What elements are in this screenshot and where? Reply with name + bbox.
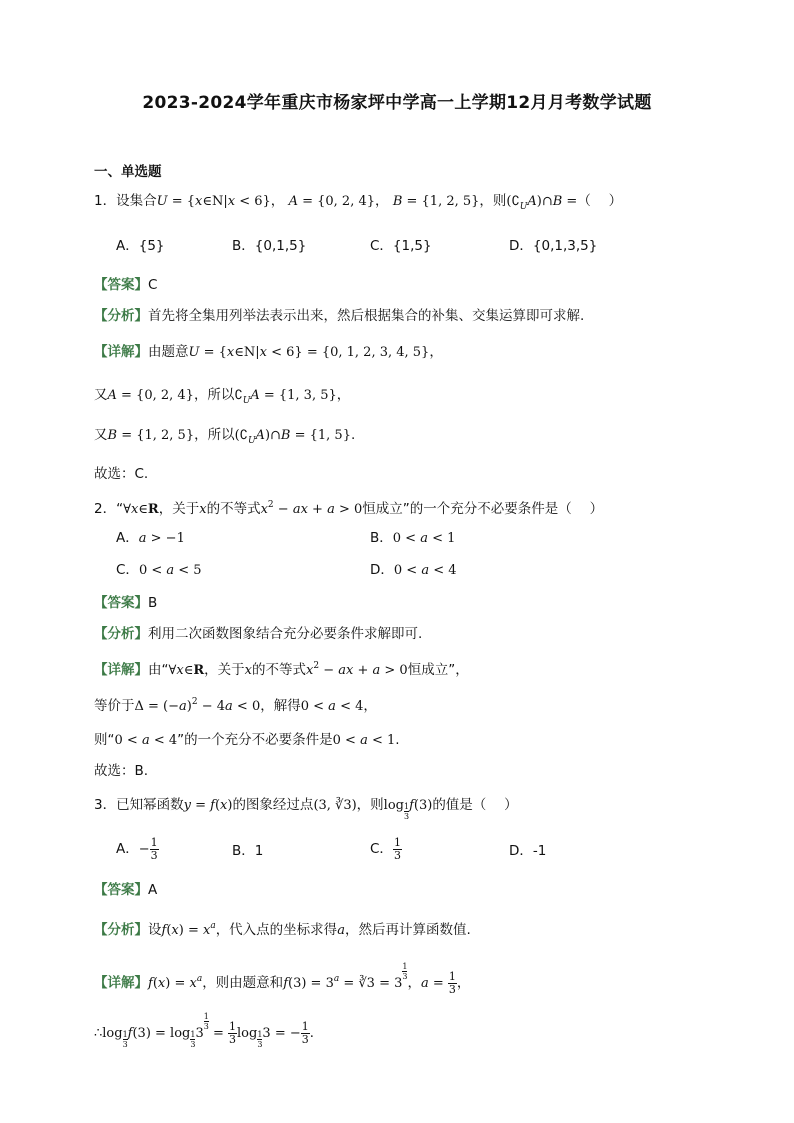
q2-option-d[interactable]: D．0 < a < 4 [370,562,457,578]
q2-option-c[interactable]: C．0 < a < 5 [116,562,202,578]
q3-detail-line-2: ∴log $\frac{1}{3}$ f(3) = log $\frac{1}{3}$ 3 $\frac{1}{3}$ = $\frac{1}{3}$ log $\frac{1}{3}$ 3 = − $\frac{1}{3}$ . [94,1012,314,1049]
q3-option-a[interactable]: A．− $\frac{1}{3}$ [116,836,158,862]
q3-option-c[interactable]: C． $\frac{1}{3}$ [370,836,401,862]
question-3-stem: 3．已知幂函数y = f(x)的图象经过点(3, ∛3)，则log $\frac{1}{3}$ f(3)的值是（ ） [94,797,518,821]
question-2-stem: 2．“∀x∈R，关于x的不等式$x^2$ − ax + a > 0恒成立”的一个充分不必要条件是（ ） [94,500,604,517]
q3-answer: 【答案】A [94,882,158,898]
q2-detail-line-1: 【详解】由“∀x∈R，关于x的不等式$x^2$ − ax + a > 0恒成立”， [94,661,469,678]
q2-analysis: 【分析】利用二次函数图象结合充分必要条件求解即可. [94,626,423,642]
q2-answer: 【答案】B [94,595,158,611]
q1-conclusion: 故选：C. [94,466,149,482]
q1-analysis: 【分析】首先将全集用列举法表示出来，然后根据集合的补集、交集运算即可求解. [94,308,585,324]
q2-detail-line-3: 则“0 < a < 4”的一个充分不必要条件是0 < a < 1. [94,732,400,748]
q1-answer: 【答案】C [94,277,158,293]
q3-option-b[interactable]: B．1 [232,843,264,859]
q3-analysis: 【分析】设$f(x) = x^a$，代入点的坐标求得a，然后再计算函数值. [94,921,471,938]
q1-option-c[interactable]: C．{1,5} [370,238,432,254]
q1-detail-line-2: 又A = {0, 2, 4}，所以$∁_UA = \{1$, 3, 5}， [94,387,351,406]
q1-detail-line-3: 又B = {1, 2, 5}，所以$(∁_UA)\cap B = \{1$, 5}. [94,427,356,446]
question-1-stem: 1．设集合U = {x∈N|x < 6}， A = {0, 2, 4}， B = {1, 2, 5}，则$(∁_UA)\cap B$ =（ ） [94,193,623,212]
q3-option-d[interactable]: D．-1 [509,843,547,859]
q1-detail-line-1: 【详解】由题意U = {x∈N|x < 6} = {0, 1, 2, 3, 4, 5}， [94,344,443,360]
q1-option-d[interactable]: D．{0,1,3,5} [509,238,598,254]
section-heading: 一、单选题 [94,164,162,180]
q1-option-b[interactable]: B．{0,1,5} [232,238,307,254]
q2-detail-line-2: 等价于$\Delta = (-a)^2 - 4a < 0$，解得0 < a < 4， [94,697,377,714]
q1-option-a[interactable]: A．{5} [116,238,165,254]
page-title: 2023-2024学年重庆市杨家坪中学高一上学期12月月考数学试题 [142,93,652,113]
q2-conclusion: 故选：B. [94,763,149,779]
q2-option-a[interactable]: A．a > −1 [116,530,185,546]
q3-detail-line-1: 【详解】$f(x) = x^a$，则由题意和$f(3) = 3^a$ = ∛3 = 3 $\frac{1}{3}$ ，a = $\frac{1}{3}$ ， [94,962,471,996]
q2-option-b[interactable]: B．0 < a < 1 [370,530,456,546]
